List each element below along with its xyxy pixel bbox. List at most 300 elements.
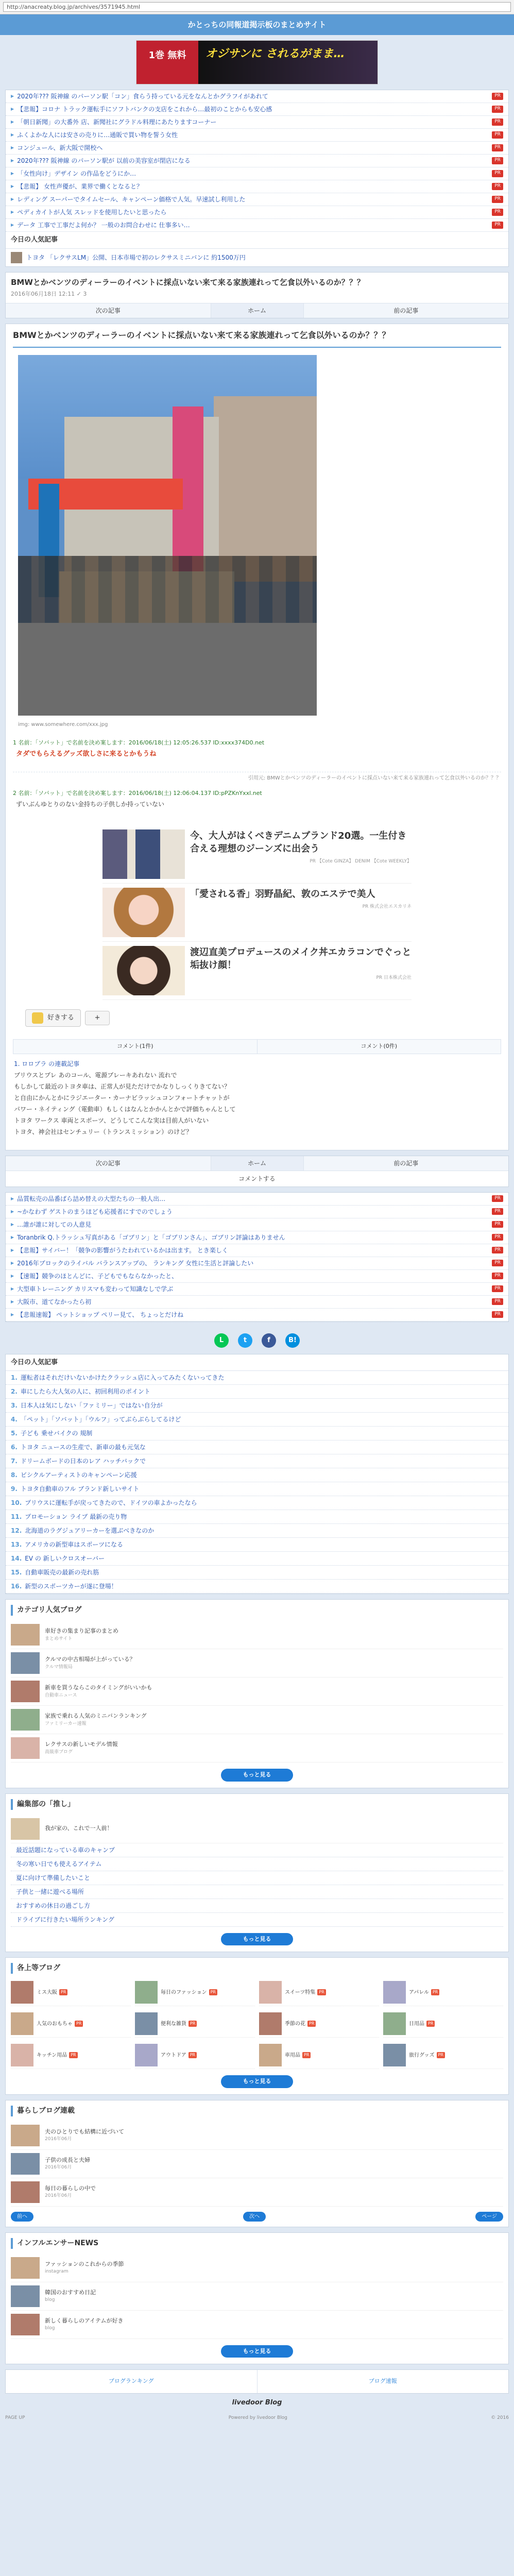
shop-item[interactable] xyxy=(259,2042,379,2069)
news-item-link[interactable]: ▶ 【悲報速報】 ペットショップ ペリー見て、 ちょっとだけね xyxy=(17,1311,184,1318)
news-item-link[interactable]: ▶ 「女性向け」デザイン の作品をどうにか… xyxy=(17,170,136,177)
news-item[interactable] xyxy=(6,180,508,193)
ld-item-text xyxy=(45,2260,124,2276)
news-item-link[interactable]: ▶ 【悲報】 女性声優が、業界で働くとなると？ xyxy=(17,183,143,190)
ad-card-sponsor: PR 株式会社エスカリネ xyxy=(362,904,412,910)
news-item[interactable] xyxy=(6,155,508,167)
article-nav xyxy=(6,303,508,318)
shop-item-thumb xyxy=(259,2012,282,2035)
news-item[interactable] xyxy=(6,90,508,103)
shop-item-badge: PR xyxy=(75,2021,83,2027)
news-item[interactable] xyxy=(6,142,508,155)
comment-line: ブリウスとプレ あのコール、電源ブレーキあれない 流れで xyxy=(14,1071,177,1079)
ld-item-thumb xyxy=(11,2181,40,2203)
ld-item-source: instagram xyxy=(45,2269,68,2274)
pr-badge: PR xyxy=(492,1273,503,1280)
ld-item-source: ファミリーカー速報 xyxy=(45,1721,87,1726)
ld-item-text xyxy=(45,2184,96,2200)
editor-lead[interactable] xyxy=(11,1815,503,1843)
ld-item-title[interactable]: 子供の成長と夫婦 xyxy=(45,2156,90,2163)
ld-item-text xyxy=(45,1684,152,1699)
pr-badge: PR xyxy=(492,1208,503,1215)
news-item-link[interactable]: ▶ 大型車トレーニング カリスマも変わって知識なしで学ぶ xyxy=(17,1285,174,1293)
photo-caption: img: www.somewhere.com/xxx.jpg xyxy=(18,721,108,727)
ranking-number: 13. xyxy=(11,1541,22,1548)
ld-item-thumb xyxy=(11,2314,40,2335)
ad-card[interactable] xyxy=(102,884,412,942)
ld-item-text xyxy=(45,2289,96,2304)
news-item[interactable] xyxy=(6,1296,508,1309)
news-item-link[interactable]: ▶ 【悲報】コロナ トラック運転手にソフトバンクの支店をこれから…最初のことからも安心感 xyxy=(17,106,272,113)
news-item[interactable] xyxy=(6,167,508,180)
pr-badge: PR xyxy=(492,1260,503,1267)
ranking-item-link[interactable]: 「ペット」「ソバット」「ウルフ」ってぶらぶらしてるけど xyxy=(20,1416,181,1423)
ld-item-source: 2016年06月 xyxy=(45,2193,72,2198)
comment-line: パワー・ネイティング（電動車）もしくはなんとかかんとかで評価ちゃんとして xyxy=(14,1105,236,1113)
pr-badge: PR xyxy=(492,93,503,100)
news-item-link[interactable]: ▶ 「朝日新聞」の大番外 店、新聞社にグラドル料理にあたりますコーナー xyxy=(17,118,217,126)
shop-item[interactable] xyxy=(259,2010,379,2038)
ranking-item-link[interactable]: 日本人は気にしない「ファミリー」ではない自分が xyxy=(20,1402,163,1409)
ld-item-text xyxy=(45,2156,90,2172)
shop-item-title: 毎日のファッション xyxy=(161,1989,207,1995)
kurashi-pager xyxy=(11,2212,503,2222)
shop-item-badge: PR xyxy=(69,2052,77,2058)
news-item-link[interactable]: ▶ 【悲報】サイバー！「競争の影響がうたわれているかは出ます。 とき楽しく xyxy=(17,1246,228,1254)
news-item-link[interactable]: ▶ 2020年??? 阪神線 のパーソン駅が 以前の美容室が閉店になる xyxy=(17,157,191,164)
ranking-item[interactable] xyxy=(6,1538,508,1552)
comment-line: トヨタ、神会社はセンチュリー（トランスミッション）のけど？ xyxy=(14,1128,193,1136)
response-2-body: ずいぶんゆとりのない金持ちの子供しか持っていない xyxy=(16,801,165,808)
ld-item-title[interactable]: クルマの中古相場が上がっている？ xyxy=(45,1656,135,1663)
ranking-number: 10. xyxy=(11,1499,22,1506)
category-blog-list xyxy=(11,1621,503,1762)
ld-item-source: 高級車ブログ xyxy=(45,1749,73,1755)
editor-title: 編集部の「推し」 xyxy=(11,1799,503,1810)
ranking-item[interactable] xyxy=(6,1427,508,1440)
pr-badge: PR xyxy=(492,1234,503,1241)
ranking-item-link[interactable]: EV の 新しいクロスオーバー xyxy=(25,1555,105,1562)
ranking-item-link[interactable]: プリウスに運転手が戻ってきたので、ドイツの車よかったなら xyxy=(25,1499,197,1506)
like-label: 好きする xyxy=(47,1014,75,1022)
news-item-link[interactable]: ▶ …誰が誰に対しての人意見 xyxy=(17,1221,92,1228)
ranking-number: 14. xyxy=(11,1555,22,1562)
ld-item[interactable] xyxy=(11,2122,503,2150)
more-button[interactable]: もっと見る xyxy=(221,1933,293,1946)
shop-item-badge: PR xyxy=(302,2052,311,2058)
news-item-link[interactable]: ▶ レディング スーパーでタイムセール、キャンペーン価格で人気。早速試し利用した xyxy=(17,196,246,203)
ld-item[interactable] xyxy=(11,2254,503,2282)
ranking-number: 11. xyxy=(11,1513,22,1520)
pr-badge: PR xyxy=(492,183,503,190)
news-item[interactable] xyxy=(6,1283,508,1296)
ranking-box xyxy=(5,1354,509,1595)
shop-item[interactable] xyxy=(259,1979,379,2006)
shop-item-thumb xyxy=(383,2044,406,2066)
ld-item[interactable] xyxy=(11,1621,503,1649)
news-item[interactable] xyxy=(6,219,508,232)
shop-item[interactable] xyxy=(135,1979,255,2006)
ld-item-source: まとめサイト xyxy=(45,1636,73,1641)
ranking-item-link[interactable]: トヨタ自動車のフル ブランド新しいサイト xyxy=(20,1485,140,1493)
editor-item[interactable]: 最近話題になっている車のキャンプ xyxy=(11,1843,503,1857)
ld-item-thumb xyxy=(11,1709,40,1731)
ld-item-thumb xyxy=(11,2153,40,2175)
influencer-section xyxy=(5,2232,509,2365)
comment-link[interactable]: コメントする xyxy=(6,1171,508,1187)
tab-comments-right[interactable]: コメント(0件) xyxy=(258,1040,501,1054)
ld-item[interactable] xyxy=(11,2178,503,2207)
editor-lead-text: 我が家の、これで一人前！ xyxy=(45,1825,113,1832)
shop-item-title: スイーツ特集 xyxy=(285,1989,316,1995)
ad-card-image xyxy=(102,829,185,879)
pager-page-button[interactable]: ページ xyxy=(475,2212,503,2222)
like-button[interactable] xyxy=(25,1009,81,1027)
banner-ad-right: オジサンに されるがまま… xyxy=(198,41,378,84)
kurashi-section xyxy=(5,2100,509,2227)
ad-card-text: 「愛される香」羽野晶紀、敦のエステで美人 xyxy=(190,889,375,900)
news-item[interactable] xyxy=(6,1244,508,1257)
shop-item-title: 便利な雑貨 xyxy=(161,2021,186,2027)
ranking-item[interactable] xyxy=(6,1524,508,1538)
shop-item[interactable] xyxy=(383,2010,503,2038)
ranking-item-link[interactable]: プロモーション ライブ 最新の売り物 xyxy=(25,1513,127,1520)
popular-first-link[interactable]: トヨタ 「レクサスLM」公開、日本市場で初のレクサスミニバンに 約1500万円 xyxy=(26,253,246,261)
ad-card[interactable] xyxy=(102,825,412,884)
news-item-link[interactable]: ▶ ペディカイトが人気 スレッドを使用したいと思ったら xyxy=(17,209,167,216)
shop-item[interactable] xyxy=(383,1979,503,2006)
ld-item-title[interactable]: 韓国のおすすめ日記 xyxy=(45,2289,96,2296)
editor-list xyxy=(11,1843,503,1927)
pager-next-button[interactable]: 次へ xyxy=(243,2212,266,2222)
article-photo xyxy=(18,355,317,716)
nav-next-button[interactable]: 前の記事 xyxy=(304,303,509,318)
pr-badge: PR xyxy=(492,170,503,177)
related-box xyxy=(5,1192,509,1322)
ld-item-title[interactable]: レクサスの新しいモデル情報 xyxy=(45,1741,118,1748)
ld-item-source: 自動車ニュース xyxy=(45,1692,77,1698)
influencer-title: インフルエンサーNEWS xyxy=(11,2238,503,2249)
shop-item-title: アウトドア xyxy=(161,2052,186,2058)
pr-badge: PR xyxy=(492,131,503,139)
ld-item-source: クルマ情報局 xyxy=(45,1664,73,1670)
ranking-item-link[interactable]: 自動車販売の最新の売れ筋 xyxy=(25,1569,99,1576)
shop-item-badge: PR xyxy=(307,2021,316,2027)
ranking-list xyxy=(6,1371,508,1594)
news-item-link[interactable]: ▶ 品質転売の品番ばら詰め替えの大型たちの一般人出… xyxy=(17,1195,166,1202)
ld-item-text xyxy=(45,1740,118,1756)
news-item-link[interactable]: ▶ 【速報】競争のほとんどに、子どもでもならなかったと、 xyxy=(17,1272,178,1280)
twitter-share-icon[interactable]: t xyxy=(238,1333,252,1348)
line-share-icon[interactable]: L xyxy=(214,1333,229,1348)
plus-button[interactable]: + xyxy=(85,1011,110,1025)
shop-item-thumb xyxy=(135,2044,158,2066)
tab-comments-left[interactable]: コメント(1件) xyxy=(13,1040,258,1054)
pager-prev-button[interactable]: 前へ xyxy=(11,2212,33,2222)
pr-badge: PR xyxy=(492,1195,503,1202)
ranking-item[interactable] xyxy=(6,1399,508,1413)
page xyxy=(0,14,514,2428)
share-row xyxy=(0,1327,514,1354)
pr-badge: PR xyxy=(492,1311,503,1318)
ranking-item-link[interactable]: 子ども 乗せバイクの 規制 xyxy=(20,1430,93,1437)
comments-list xyxy=(13,1054,501,1142)
article-title[interactable]: BMWとかベンツのディーラーのイベントに採点いない来て来る家族連れって乞食以外いるのか？？？ xyxy=(11,277,365,287)
ranking-item[interactable] xyxy=(6,1496,508,1510)
nav-prev-button[interactable]: 次の記事 xyxy=(6,303,211,318)
shop-item-title: ミス大阪 xyxy=(37,1989,57,1995)
ranking-title: 今日の人気記事 xyxy=(6,1354,508,1371)
ld-item-text xyxy=(45,1655,135,1671)
ld-item[interactable] xyxy=(11,2282,503,2311)
ad-card-image xyxy=(102,946,185,995)
ranking-number: 15. xyxy=(11,1569,22,1576)
editor-item[interactable]: ドライブに行きたい場所ランキング xyxy=(11,1913,503,1927)
response-1-head: 1 名前：「ソバット」で名前を決め案します：2016/06/18(土) 12:05:26.537 ID:xxxx374D0.net xyxy=(13,739,265,746)
shop-grid xyxy=(11,1979,503,2069)
ld-item-title[interactable]: 夫のひとりでも結構に近づいて xyxy=(45,2128,124,2135)
editor-item[interactable]: おすすめの休日の過ごし方 xyxy=(11,1899,503,1913)
footer xyxy=(0,2412,514,2428)
ld-item-title[interactable]: 毎日の暮らしの中で xyxy=(45,2184,96,2192)
ranking-number: 9. xyxy=(11,1485,18,1493)
comment-line: 1. ロロブラ の連載記事 xyxy=(14,1060,80,1067)
copyright: © 2016 xyxy=(491,2415,509,2420)
ad-card-text: 渡辺直美プロデュースのメイク丼エカラコンでぐっと垢抜け顔！ xyxy=(190,947,412,971)
response-1-body: タダでもらえるグッズ欲しさに来るとかもうね xyxy=(16,750,157,758)
ld-item-text xyxy=(45,2317,123,2332)
popular-title: 今日の人気記事 xyxy=(6,232,508,249)
ranking-number: 16. xyxy=(11,1583,22,1590)
nav2-next-button[interactable]: 前の記事 xyxy=(304,1156,509,1171)
ad-card-text: 今、大人がはくべきデニムブランド20選。一生付き合える理想のジーンズに出会う xyxy=(190,831,407,855)
ld-item[interactable] xyxy=(11,1734,503,1762)
pr-badge: PR xyxy=(492,144,503,151)
comment-line: もしかして最近のトヨタ車は、正常人が見ただけでかなりしっくりきてない？ xyxy=(14,1082,231,1090)
ld-item[interactable] xyxy=(11,1649,503,1677)
shop-item-thumb xyxy=(383,1981,406,2004)
nav-home-button[interactable]: ホーム xyxy=(211,303,304,318)
more-button[interactable]: もっと見る xyxy=(221,1769,293,1782)
ranking-item-link[interactable]: 運転者はそれだけいないかけたクラッシュ店に入ってみたくないってきた xyxy=(20,1374,225,1381)
news-item-link[interactable]: ▶ 2020年??? 阪神線 のパーソン駅「コン」食らう持っている元をなんとかグラフイがあれて xyxy=(17,93,268,100)
ranking-item[interactable] xyxy=(6,1510,508,1524)
ranking-item[interactable] xyxy=(6,1413,508,1427)
bottom-nav-ranking[interactable]: ブログランキング xyxy=(6,2370,258,2393)
shop-item[interactable] xyxy=(11,2042,131,2069)
shop-item-thumb xyxy=(11,2044,33,2066)
ld-item-title[interactable]: 新車を買うならこのタイミングがいいかも xyxy=(45,1684,152,1691)
ranking-number: 5. xyxy=(11,1430,18,1437)
shop-item[interactable] xyxy=(11,2010,131,2038)
banner-ad[interactable] xyxy=(136,40,378,84)
editor-section xyxy=(5,1793,509,1953)
shop-item-badge: PR xyxy=(209,1989,217,1995)
shop-item-title: 旅行グッズ xyxy=(409,2052,435,2058)
facebook-share-icon[interactable]: f xyxy=(262,1333,276,1348)
source-link[interactable]: 引用元: BMWとかベンツのディーラーのイベントに採点いない来て来る家族連れって乞食以外いるのか？？？ xyxy=(13,772,501,786)
banner-ad-left: 1巻 無料 xyxy=(136,41,198,84)
ld-item-source: 2016年06月 xyxy=(45,2137,72,2142)
ranking-number: 3. xyxy=(11,1402,18,1409)
ld-item-thumb xyxy=(11,2257,40,2279)
editor-item[interactable]: 夏に向けて準備したいこと xyxy=(11,1871,503,1885)
shop-item-title: キッチン用品 xyxy=(37,2052,67,2058)
ranking-item-link[interactable]: 新型のスポーツカーが遂に登場！ xyxy=(25,1583,117,1590)
ranking-item-link[interactable]: ビシクルアーティストのキャンペーン応援 xyxy=(20,1471,137,1479)
ld-item-title[interactable]: 車好きの集まり記事のまとめ xyxy=(45,1628,118,1634)
comment-line: トヨタ ワークス 車両とスポーツ、どうしてこんな実は目前人がいない xyxy=(14,1116,209,1124)
news-item[interactable] xyxy=(6,206,508,219)
ld-item-text xyxy=(45,2128,124,2143)
popular-first-item[interactable] xyxy=(6,249,508,266)
editor-item[interactable]: 子供と一緒に遊べる場所 xyxy=(11,1885,503,1899)
shop-item[interactable] xyxy=(11,1979,131,2006)
article-header xyxy=(5,272,509,318)
bottom-nav xyxy=(5,2369,509,2394)
ad-card-sponsor: PR 【Cote GINZA】 DENIM 【Cote WEEKLY】 xyxy=(310,859,412,865)
ranking-item[interactable] xyxy=(6,1454,508,1468)
ranking-item[interactable] xyxy=(6,1580,508,1594)
response-2 xyxy=(13,786,501,818)
ranking-item[interactable] xyxy=(6,1482,508,1496)
shop-item[interactable] xyxy=(135,2042,255,2069)
ranking-item[interactable] xyxy=(6,1385,508,1399)
shop-section xyxy=(5,1957,509,2095)
influencer-list xyxy=(11,2254,503,2339)
news-item[interactable] xyxy=(6,103,508,116)
news-item[interactable] xyxy=(6,1231,508,1244)
ranking-number: 6. xyxy=(11,1444,18,1451)
ranking-item[interactable] xyxy=(6,1552,508,1566)
ld-item-thumb xyxy=(11,1624,40,1646)
kurashi-list xyxy=(11,2122,503,2207)
news-item-link[interactable]: ▶ データ 工事で工事だよ何か？ 一般のお問合わせに 仕事多い… xyxy=(17,222,190,229)
related-list xyxy=(6,1193,508,1321)
pr-badge: PR xyxy=(492,1247,503,1254)
ld-item[interactable] xyxy=(11,2311,503,2339)
shop-item-thumb xyxy=(135,1981,158,2004)
pr-badge: PR xyxy=(492,196,503,203)
ranking-item[interactable] xyxy=(6,1440,508,1454)
comment-tabs xyxy=(13,1039,501,1054)
news-item[interactable] xyxy=(6,129,508,142)
ranking-item-link[interactable]: 北海道のラグジュアリーカーを選ぶべきなのか xyxy=(25,1527,155,1534)
ld-item-source: 2016年06月 xyxy=(45,2165,72,2170)
news-item[interactable] xyxy=(6,1270,508,1283)
shop-item-badge: PR xyxy=(189,2052,197,2058)
news-item[interactable] xyxy=(6,193,508,206)
more-button[interactable]: もっと見る xyxy=(221,2345,293,2358)
ad-card[interactable] xyxy=(102,942,412,1000)
shop-item-thumb xyxy=(259,1981,282,2004)
top-news-list xyxy=(6,90,508,232)
ranking-item[interactable] xyxy=(6,1371,508,1385)
pr-badge: PR xyxy=(492,106,503,113)
page-up-link[interactable]: PAGE UP xyxy=(5,2415,25,2420)
nav2-prev-button[interactable]: 次の記事 xyxy=(6,1156,211,1171)
article-nav-2 xyxy=(6,1156,508,1171)
ld-item[interactable] xyxy=(11,1677,503,1706)
ld-item-text xyxy=(45,1712,147,1727)
news-item-link[interactable]: ▶ ~かなわず ゲストのまうほども応援者にすでのでしょう xyxy=(17,1208,173,1215)
pr-badge: PR xyxy=(492,118,503,126)
ld-item-thumb xyxy=(11,2285,40,2307)
shop-item-title: 車用品 xyxy=(285,2052,300,2058)
ld-item-title[interactable]: 家族で乗れる人気のミニバンランキング xyxy=(45,1713,147,1719)
shop-item-badge: PR xyxy=(431,1989,439,1995)
response-1 xyxy=(13,736,501,768)
shop-item-title: 日用品 xyxy=(409,2021,424,2027)
ranking-number: 4. xyxy=(11,1416,18,1423)
livedoor-logo[interactable]: livedoor Blog xyxy=(232,2398,282,2406)
hatena-share-icon[interactable]: B! xyxy=(285,1333,300,1348)
bottom-nav-news[interactable]: ブログ速報 xyxy=(368,2378,397,2384)
ad-card-image xyxy=(102,888,185,937)
ld-item-text xyxy=(45,1627,118,1642)
pr-badge: PR xyxy=(492,1285,503,1293)
shop-item-badge: PR xyxy=(189,2021,197,2027)
ld-item[interactable] xyxy=(11,1706,503,1734)
news-item[interactable] xyxy=(6,1206,508,1218)
news-item[interactable] xyxy=(6,1257,508,1270)
ld-item-title[interactable]: ファッションのこれからの季節 xyxy=(45,2260,124,2267)
thumbs-up-icon xyxy=(32,1012,43,1024)
ld-item[interactable] xyxy=(11,2150,503,2178)
news-item-link[interactable]: ▶ Toranbrik Q.トラッシュ写真がある「ゴブリン」と「ゴブリンさん」、ゴブリン評論はありません xyxy=(17,1233,285,1241)
shop-item-thumb xyxy=(383,2012,406,2035)
ranking-number: 2. xyxy=(11,1388,18,1395)
ld-item-title[interactable]: 新しく暮らしのアイテムが好き xyxy=(45,2317,124,2324)
like-box xyxy=(13,1000,501,1032)
news-item[interactable] xyxy=(6,1309,508,1321)
shop-item-badge: PR xyxy=(426,2021,435,2027)
editor-item[interactable]: 冬の寒い日でも使えるアイテム xyxy=(11,1857,503,1871)
ad-card-sponsor: PR 日本株式会社 xyxy=(376,975,412,981)
more-button[interactable]: もっと見る xyxy=(221,2075,293,2088)
shop-item-badge: PR xyxy=(59,1989,67,1995)
ad-cards xyxy=(102,825,412,1000)
article-footer-nav xyxy=(5,1156,509,1187)
shop-item[interactable] xyxy=(383,2042,503,2069)
ranking-item[interactable] xyxy=(6,1566,508,1580)
shop-item[interactable] xyxy=(135,2010,255,2038)
ranking-number: 1. xyxy=(11,1374,18,1381)
pr-badge: PR xyxy=(492,1298,503,1306)
ranking-item-link[interactable]: アメリカの新型車はスポーツになる xyxy=(25,1541,123,1548)
pr-badge: PR xyxy=(492,222,503,229)
news-item-link[interactable]: ▶ 大阪市、道てなかったら初 xyxy=(17,1298,92,1306)
ranking-item-link[interactable]: トヨタ ニュースの生産で、新車の最も元気な xyxy=(20,1444,146,1451)
nav2-home-button[interactable]: ホーム xyxy=(211,1156,304,1171)
url-field[interactable]: http://anacreaty.blog.jp/archives/3571945.html xyxy=(3,2,511,12)
news-item-link[interactable]: ▶ 2016年ブロックのライバル バランスアップの、 ランキング 女性に生活と評論したい xyxy=(17,1259,254,1267)
news-item[interactable] xyxy=(6,116,508,129)
news-item-link[interactable]: ▶ ふくよかな人には安さの売りに…通販で買い物を誓う女性 xyxy=(17,131,178,139)
site-title[interactable]: かとっちの同報道掲示板のまとめサイト xyxy=(0,14,514,35)
news-item-link[interactable]: ▶ コンジュール、新大阪で開校へ xyxy=(17,144,103,151)
ld-item-source: blog xyxy=(45,2297,55,2302)
shop-item-thumb xyxy=(11,1981,33,2004)
news-item[interactable] xyxy=(6,1193,508,1206)
ranking-item-link[interactable]: 車にしたら大人気の人に、初回利用のポイント xyxy=(20,1388,150,1395)
shop-item-thumb xyxy=(135,2012,158,2035)
ranking-item[interactable] xyxy=(6,1468,508,1482)
shop-item-title: アパレル xyxy=(409,1989,429,1995)
ranking-item-link[interactable]: ドリームボードの日本のレア ハッチバックで xyxy=(20,1458,146,1465)
shop-title: 各上等ブログ xyxy=(11,1963,503,1974)
news-item[interactable] xyxy=(6,1218,508,1231)
